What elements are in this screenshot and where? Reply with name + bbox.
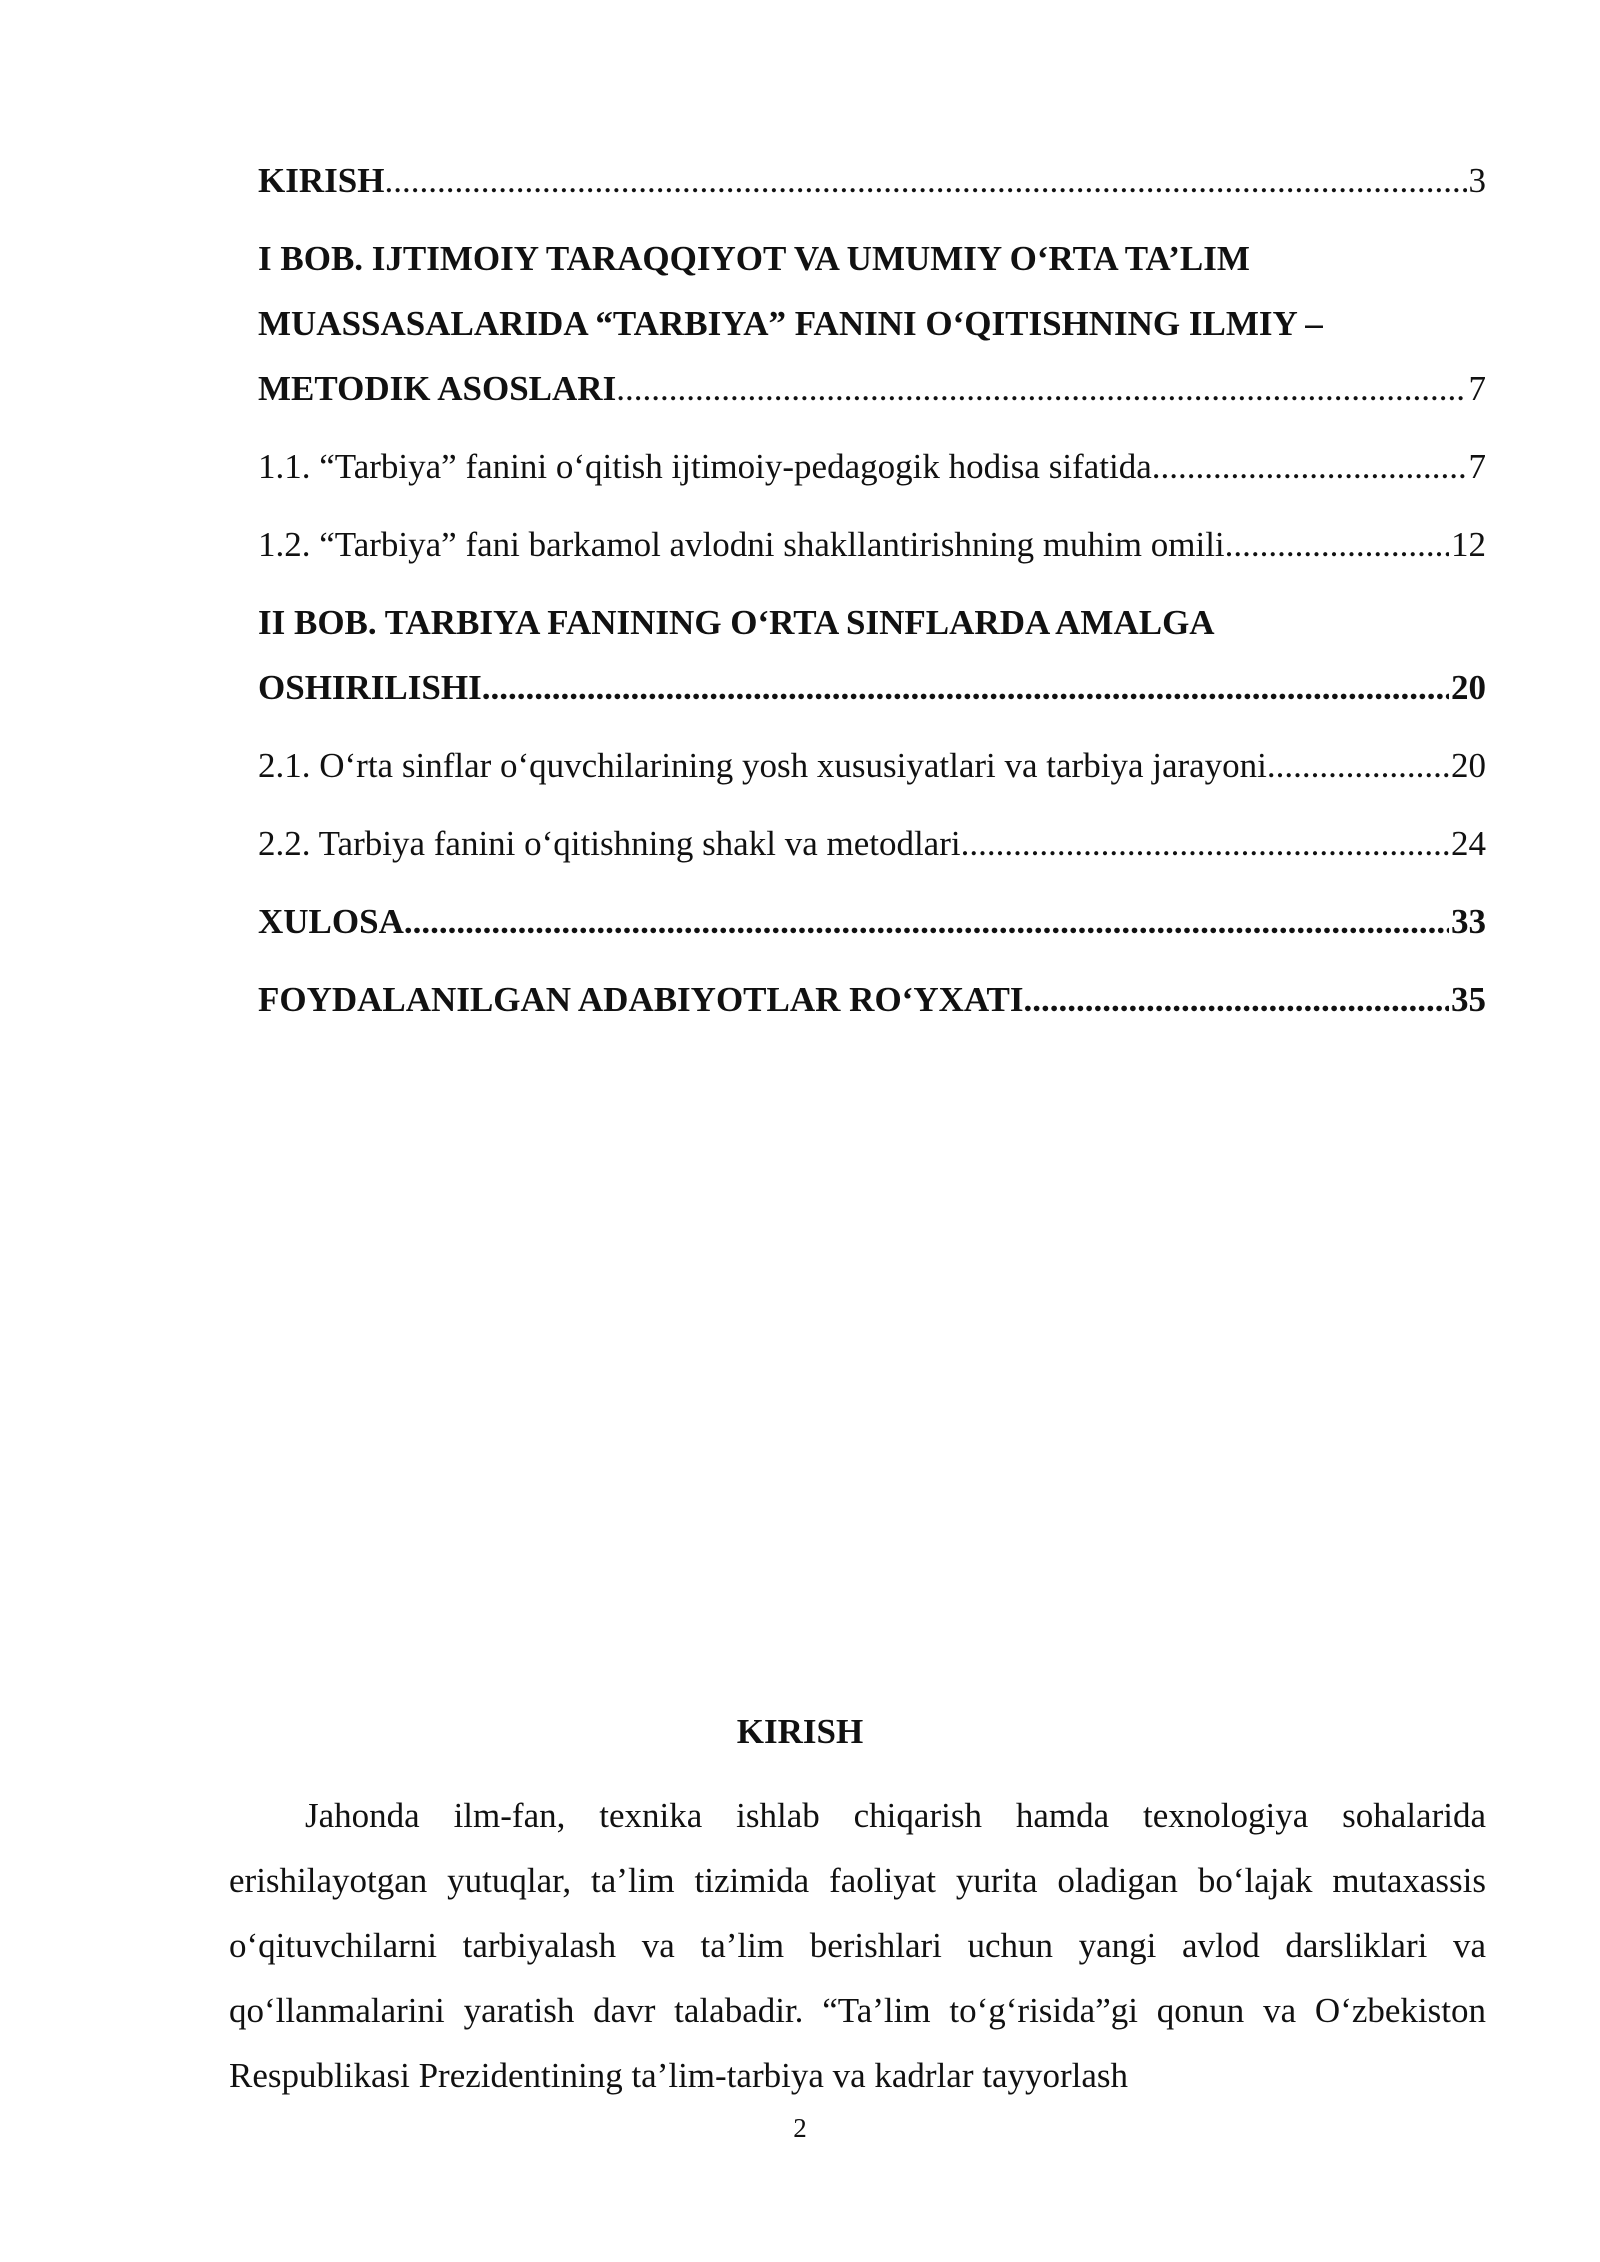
- toc-entry: [258, 811, 1486, 876]
- toc-entry-leader-line: [258, 148, 1486, 213]
- toc-entry-leader-line: [258, 967, 1486, 1032]
- toc-dot-leader: [384, 148, 1466, 213]
- toc-entry-title: OSHIRILISHI: [258, 668, 482, 707]
- toc-dot-leader: [1267, 733, 1449, 798]
- toc-entry-title: 2.1. O‘rta sinflar o‘quvchilarining yosh xususiyatlari va tarbiya jarayoni: [258, 746, 1267, 785]
- toc-page-number: 12: [1451, 525, 1486, 564]
- toc-entry-leader-line: [258, 434, 1486, 499]
- toc-entry: [258, 889, 1486, 954]
- toc-entry-leader-line: [258, 655, 1486, 720]
- toc-dot-leader: [482, 655, 1449, 720]
- toc-entry-title: 2.2. Tarbiya fanini o‘qitishning shakl va metodlari: [258, 824, 961, 863]
- toc-page-number: 20: [1451, 746, 1486, 785]
- section-title: KIRISH: [736, 1712, 864, 1751]
- toc-entry-title: KIRISH: [258, 161, 385, 200]
- toc-page-number: 24: [1451, 824, 1486, 863]
- toc-entry-title-line: II BOB. TARBIYA FANINING O‘RTA SINFLARDA AMALGA: [258, 603, 1215, 642]
- toc-entry-title: XULOSA: [258, 902, 404, 941]
- toc-entry-leader-line: [258, 356, 1486, 421]
- toc-entry-title: METODIK ASOSLARI: [258, 369, 617, 408]
- toc-dot-leader: [961, 811, 1449, 876]
- toc-entry-title-line: MUASSASALARIDA “TARBIYA” FANINI O‘QITISHNING ILMIY –: [258, 304, 1323, 343]
- toc-page-number: 33: [1451, 902, 1486, 941]
- toc-entry: [258, 148, 1486, 213]
- toc-entry: [258, 590, 1486, 720]
- table-of-contents: [258, 148, 1486, 1045]
- toc-page-number: 3: [1468, 161, 1486, 200]
- toc-entry-title: 1.1. “Tarbiya” fanini o‘qitish ijtimoiy-pedagogik hodisa sifatida: [258, 447, 1152, 486]
- toc-page-number: 35: [1451, 980, 1486, 1019]
- toc-page-number: 7: [1468, 447, 1486, 486]
- toc-page-number: 7: [1468, 369, 1486, 408]
- toc-entry: [258, 512, 1486, 577]
- toc-dot-leader: [616, 356, 1466, 421]
- toc-dot-leader: [1225, 512, 1449, 577]
- toc-entry-title: FOYDALANILGAN ADABIYOTLAR RO‘YXATI: [258, 980, 1024, 1019]
- toc-dot-leader: [1152, 434, 1467, 499]
- page-number: 2: [793, 2113, 807, 2143]
- toc-entry: [258, 434, 1486, 499]
- toc-entry: [258, 226, 1486, 421]
- toc-entry: [258, 967, 1486, 1032]
- toc-entry-leader-line: [258, 733, 1486, 798]
- body-paragraph: Jahonda ilm-fan, texnika ishlab chiqarish hamda texnologiya sohalarida erishilayotgan yutuqlar, ta’lim tizimida faoliyat yurita oladigan bo‘lajak mutaxassis o‘qituvchilarni tarbiyalash va ta’lim berishlari uchun yangi avlod darsliklari va qo‘llanmalarini yaratish davr talabadir. “Ta’lim to‘g‘risida”gi qonun va O‘zbekiston Respublikasi Prezidentining ta’lim-tarbiya va kadrlar tayyorlash: [229, 1796, 1486, 2095]
- toc-entry-title: 1.2. “Tarbiya” fani barkamol avlodni shakllantirishning muhim omili: [258, 525, 1225, 564]
- toc-dot-leader: [1024, 967, 1449, 1032]
- toc-entry-leader-line: [258, 811, 1486, 876]
- toc-entry-leader-line: [258, 889, 1486, 954]
- toc-entry-leader-line: [258, 512, 1486, 577]
- toc-entry: [258, 733, 1486, 798]
- toc-entry-title-line: I BOB. IJTIMOIY TARAQQIYOT VA UMUMIY O‘RTA TA’LIM: [258, 239, 1250, 278]
- toc-dot-leader: [404, 889, 1449, 954]
- toc-page-number: 20: [1451, 668, 1486, 707]
